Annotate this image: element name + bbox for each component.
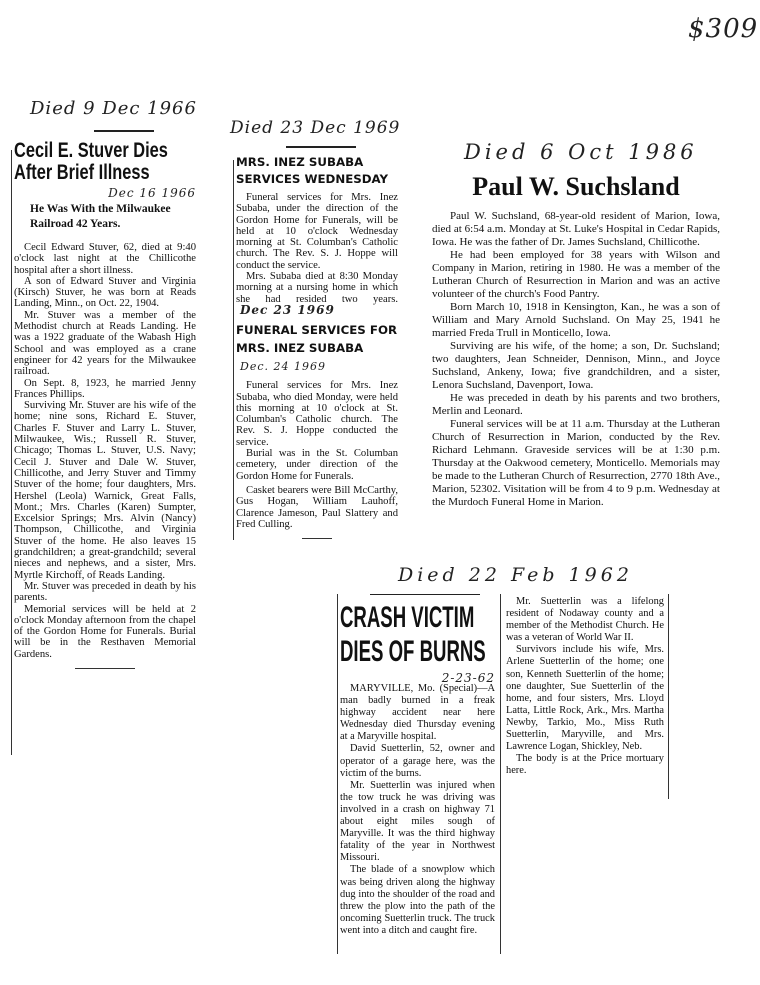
headline: FUNERAL SERVICES FOR MRS. INEZ SUBABA	[236, 323, 398, 356]
paragraph: Mr. Stuver was preceded in death by his parents.	[14, 580, 196, 604]
end-rule	[302, 538, 332, 539]
death-date-annotation: Died 6 Oct 1986	[464, 140, 698, 164]
paragraph: Born March 10, 1918 in Kensington, Kan., he was a son of William and Mary Arnold Suchsland. On May 25, 1941 he married Freda Trull in Monticello, Iowa.	[432, 301, 720, 339]
date-note: Dec 16 1966	[108, 186, 196, 200]
paragraph: On Sept. 8, 1923, he married Jenny Frances Phillips.	[14, 377, 196, 400]
paragraph: Burial was in the St. Columban cemetery, under direction of the Gordon Home for Funerals.	[236, 448, 398, 482]
headline: After Brief Illness	[14, 161, 150, 184]
headline: Paul W. Suchsland	[472, 172, 680, 201]
paragraph: He had been employed for 38 years with Wilson and Company in Marion, retiring in 1980. He was a member of the Lutheran Church of Resurrection in Marion and was an active volunteer of the church's Food Pantry.	[432, 249, 720, 300]
paragraph: David Suetterlin, 52, owner and operator of a garage here, was the victim of the burns.	[340, 743, 495, 779]
paragraph: He was preceded in death by his parents and two brothers, Merlin and Leonard.	[432, 392, 720, 417]
paragraph: Funeral services for Mrs. Inez Subaba, under the direction of the Gordon Home for Funerals, will be held at 10 o'clock Wednesday morning at St. Columban's Catholic church. The Rev. S. J. Hoppe will conduct the service.	[236, 192, 398, 271]
paragraph: Surviving Mr. Stuver are his wife of the home; nine sons, Richard E. Stuver, Charles F. Stuver and Larry L. Stuver, Milwaukee, Wis.; Russell R. Stuver, Chicago; Thomas L. Stuver, U.S. Navy; Cecil J. Stuver and Dale W. Stuver, Chillicothe, and Jerry Stuver and Timmy Stuver of the home; four daughters, Mrs. Hershel (Leola) Warnick, Great Falls, Mont.; Mrs. Charles (Karen) Sumpter, Excelsior Springs; Mrs. Alvin (Nancy) Thompson, Chillicothe, and Virginia Stuver of the home. He also leaves 15 grandchildren; a great-grandchild; several nieces and nephews, and a sister, Mrs. Myrtle Kirchoff, of Reads Landing.	[14, 400, 196, 581]
article-body	[432, 210, 720, 509]
paragraph: The body is at the Price mortuary here.	[506, 753, 664, 777]
death-date-annotation: Died 22 Feb 1962	[398, 564, 633, 586]
paragraph: Casket bearers were Bill McCarthy, Gus Hogan, William Lauhoff, Clarence Jameson, Paul Slattery and Fred Culling.	[236, 484, 398, 530]
paragraph: Mrs. Subaba died at 8:30 Monday morning at a nursing home in which she had resided two years.	[236, 271, 398, 305]
paragraph: Memorial services will be held at 2 o'clock Monday afternoon from the chapel of the Gordon Home for Funerals. Burial will be in the Resthaven Memorial Gardens.	[14, 603, 196, 660]
clip-edge	[668, 594, 669, 799]
death-date-annotation: Died 9 Dec 1966	[30, 98, 197, 119]
headline: MRS. INEZ SUBABA SERVICES WEDNESDAY	[236, 155, 389, 186]
paragraph: MARYVILLE, Mo. (Special)—A man badly burned in a freak highway accident near here Wednesday died Thursday evening at a Maryville hospital.	[340, 683, 495, 743]
paragraph: Funeral services will be at 11 a.m. Thursday at the Lutheran Church of Resurrection in Marion, conducted by the Rev. Richard Lehmann. Graveside services will be at 1:30 p.m. Thursday at the Oakwood cemetery, Monticello. Memorials may be made to the Lutheran Church of Resurrection, 2770 18th Ave., Marion, 52302. Visitation will be from 4 to 9 p.m. Wednesday at the Murdoch Funeral Home in Marion.	[432, 418, 720, 508]
paragraph: Funeral services for Mrs. Inez Subaba, who died Monday, were held this morning at 10 o'clock at St. Columban's Catholic church. The Rev. S. J. Hoppe conducted the service.	[236, 380, 398, 448]
date-note: 2-23-62	[441, 671, 495, 685]
paragraph: The blade of a snowplow which was being driven along the highway dug into the shoulder of the road and threw the plow into the path of the oncoming Suetterlin truck. The truck went into a ditch and caught fire.	[340, 864, 495, 936]
article-body	[14, 242, 196, 660]
headline: CRASH VICTIM	[340, 601, 475, 634]
column-divider	[500, 594, 501, 954]
clip-edge	[11, 150, 12, 755]
article-body	[236, 380, 398, 530]
subhead: He Was With the Milwaukee Railroad 42 Years.	[30, 203, 171, 230]
clip-edge	[337, 594, 338, 954]
clip-edge	[233, 160, 234, 540]
paragraph: Survivors include his wife, Mrs. Arlene Suetterlin of the home; one son, Kenneth Suetterlin of the home; one daughter, Sue Suetterlin of the home, and four sisters, Mrs. Lloyd Latta, Little Rock, Ark., Mrs. Martha Newby, Tarkio, Mo., Miss Ruth Suetterlin, Maryville, and Mrs. Lawrence Logan, Shickley, Neb.	[506, 644, 664, 753]
end-rule	[75, 668, 135, 669]
date-note: Dec 23 1969	[240, 302, 335, 317]
paragraph: Surviving are his wife, of the home; a son, Dr. Suchsland; two daughters, Jean Schneider, Dennison, Minn., and Joyce Suchsland, Ankeny, Iowa; five grandchildren, and a sister, Lenora Suchsland, Davenport, Iowa.	[432, 340, 720, 391]
paragraph: Mr. Stuver was a member of the Methodist church at Reads Landing. He was a 1922 graduate of the Wabash High School and was employed as a crane engineer for 42 years for the Milwaukee railroad.	[14, 309, 196, 378]
date-note: Dec. 24 1969	[240, 360, 326, 374]
death-date-annotation: Died 23 Dec 1969	[230, 118, 401, 138]
paragraph: A son of Edward Stuver and Virginia (Kirsch) Stuver, he was born at Reads Landing, Minn., on Oct. 22, 1904.	[14, 275, 196, 310]
headline: Cecil E. Stuver Dies	[14, 139, 168, 162]
paragraph: Paul W. Suchsland, 68-year-old resident of Marion, Iowa, died at 6:54 a.m. Monday at St. Luke's Hospital in Cedar Rapids, Iowa. He was the father of Dr. James Suchsland, Chillicothe.	[432, 210, 720, 248]
paragraph: Mr. Suetterlin was injured when the tow truck he was driving was involved in a crash on highway 71 about eight miles sough of Maryville. It was the third highway fatality of the year in Northwest Missouri.	[340, 779, 495, 864]
paragraph: Mr. Suetterlin was a lifelong resident of Nodaway county and a member of the Methodist Church. He was a veteran of World War II.	[506, 596, 664, 644]
obituary-paul-suchsland	[432, 170, 720, 509]
article-body-right	[506, 596, 664, 777]
article-body	[236, 192, 398, 317]
obituary-cecil-stuver	[14, 130, 196, 669]
article-body-left	[340, 683, 495, 937]
headline: DIES OF BURNS	[340, 635, 486, 668]
obituary-inez-subaba	[236, 146, 398, 539]
paragraph: Cecil Edward Stuver, 62, died at 9:40 o'clock last night at the Chillicothe hospital after a short illness.	[14, 242, 196, 276]
page-number-note: $309	[688, 14, 759, 44]
